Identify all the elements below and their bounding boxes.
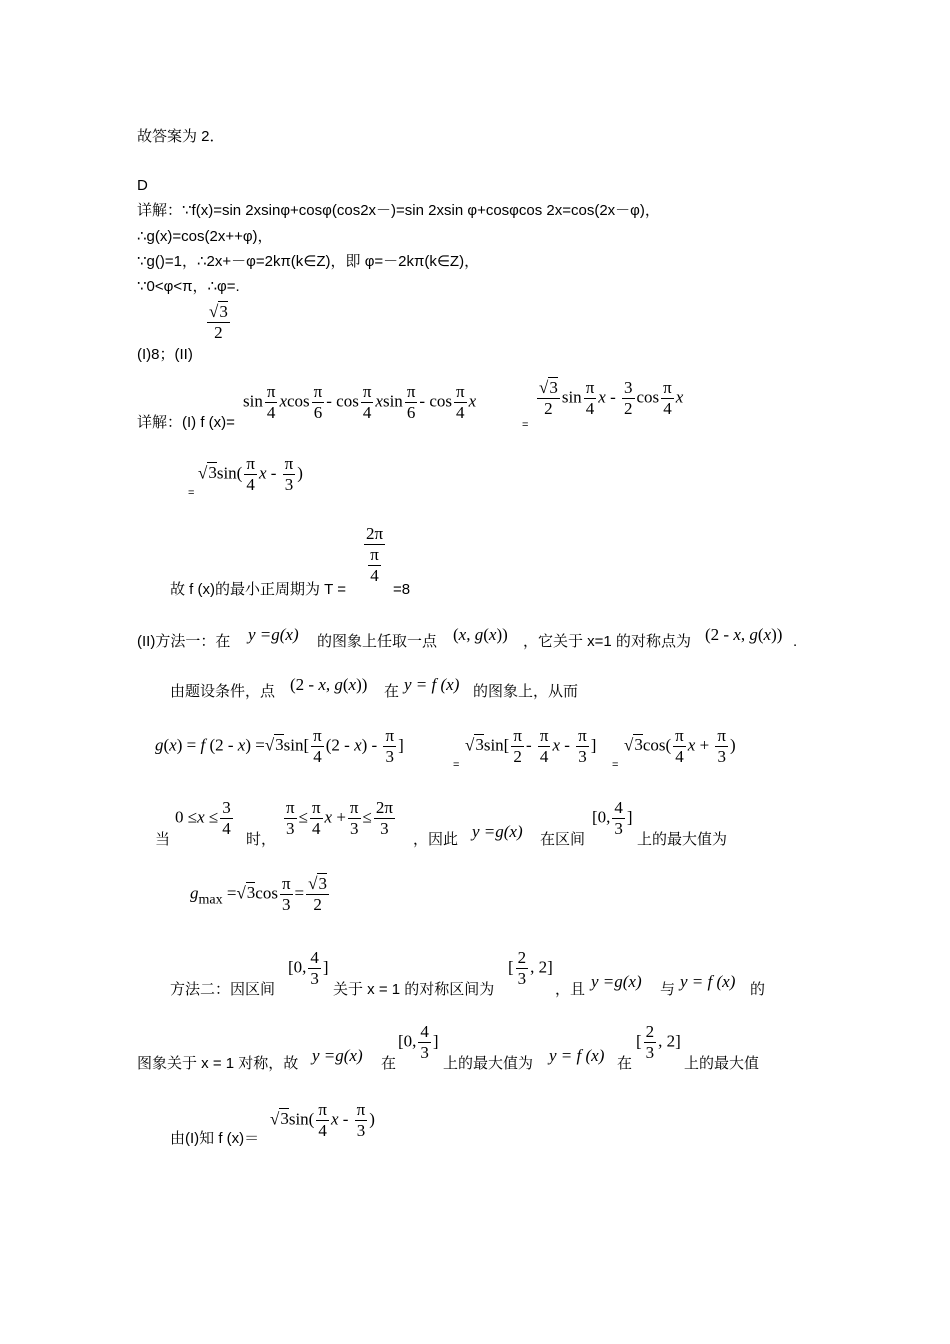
detail-line-2: ∴g(x)=cos(2x++φ)，: [137, 228, 273, 245]
y-eq-gx-4: y =g(x): [312, 1046, 363, 1065]
y-eq-gx: y =g(x): [248, 625, 299, 644]
method2-text-d: 与: [660, 981, 676, 998]
y-eq-fx: y = f (x): [404, 675, 460, 694]
method2-text-e: 的: [750, 981, 766, 998]
cond-text-c: 的图象上，从而: [473, 683, 579, 700]
max-label: 上的最大值为: [637, 831, 728, 848]
gx-derivation-3: √3cos( $\frac{\pi}{4}$ x + $\frac{\pi}{3}$ ): [624, 726, 736, 766]
equals-sign-3: =: [453, 759, 460, 771]
fx-simplified: $\frac{√3}{2}$ sin $\frac{\pi}{4}$ x - $\frac{3}{2}$ cos $\frac{\pi}{4}$ x: [539, 378, 684, 418]
detail-line-3: ∵g()=1，∴2x+－φ=2kπ(k∈Z)，即 φ=－2kπ(k∈Z)，: [137, 253, 480, 270]
cond-text-a: 由题设条件，点: [170, 683, 276, 700]
cond-text-b: 在: [384, 683, 400, 700]
y-eq-fx-3: y = f (x): [549, 1046, 605, 1065]
fx-expansion: sin $\frac{\pi}{4}$ xcos $\frac{\pi}{6}$ - cos $\frac{\pi}{4}$ xsin $\frac{\pi}{6}$ - cos $\frac{\pi}{4}$ x: [243, 382, 477, 422]
equals-sign-2: =: [188, 487, 195, 499]
answer-note: 故答案为 2．: [137, 128, 225, 145]
period-label: 故 f (x)的最小正周期为 T =: [170, 581, 346, 598]
sym-text-b: 在: [381, 1055, 397, 1072]
fx-final-form-2: √3sin( $\frac{\pi}{4}$ x - $\frac{\pi}{3}$ ): [270, 1100, 375, 1140]
interval-0-4-3-c: [0, $\frac{4}{3}$ ]: [398, 1022, 439, 1062]
y-eq-fx-2: y = f (x): [680, 972, 736, 991]
detail-line-4: ∵0<φ<π，∴φ=.: [137, 278, 240, 295]
sym-text-e: 上的最大值: [684, 1055, 760, 1072]
y-eq-gx-3: y =g(x): [591, 972, 642, 991]
sqrt3-over-2: $\frac{√3}{2}$: [209, 302, 228, 342]
equals-sign-4: =: [612, 759, 619, 771]
interval-0-4-3-b: [0, $\frac{4}{3}$ ]: [288, 948, 329, 988]
interval-label: 在区间: [540, 831, 586, 848]
interval-2-3-2-b: [ $\frac{2}{3}$ , 2]: [636, 1022, 681, 1062]
period-value: =8: [393, 581, 411, 598]
gx-derivation-2: √3sin[ $\frac{\pi}{2}$ - $\frac{\pi}{4}$ x - $\frac{\pi}{3}$ ]: [465, 726, 597, 766]
sym-point-2: (2 - x, g(x)): [290, 675, 368, 694]
sym-text-c: 上的最大值为: [443, 1055, 534, 1072]
angle-range: $\frac{\pi}{3}$ ≤ $\frac{\pi}{4}$ x + $\frac{\pi}{3}$ ≤ $\frac{2\pi}{3}$: [286, 798, 393, 838]
method2-text-c: ，且: [555, 981, 586, 998]
g-max-result: $g_{max} =√3\cos$ $\frac{\pi}{3}$ = $\frac{√3}{2}$: [190, 874, 327, 914]
hence-label: ，因此: [413, 831, 459, 848]
method1-text-c: ，它关于 x=1 的对称点为: [523, 633, 691, 650]
sym-text-d: 在: [617, 1055, 633, 1072]
equals-sign: =: [522, 419, 529, 431]
x-range: 0 ≤x ≤ $\frac{3}{4}$: [175, 798, 231, 838]
interval-0-4-3: [0, $\frac{4}{3}$ ]: [592, 798, 633, 838]
period-fraction: $\frac{2\pi}{\frac{\pi}{4}}$: [366, 524, 384, 585]
detail-i-label: 详解：(I) f (x)=: [137, 414, 235, 431]
part-answer-label: (I)8；(II): [137, 346, 193, 363]
gx-derivation-1: g(x) = f (2 - x) =√3sin[ $\frac{\pi}{4}$ (2 - x) - $\frac{\pi}{3}$ ]: [155, 726, 404, 766]
shi-label: 时，: [246, 831, 277, 848]
interval-2-3-2: [ $\frac{2}{3}$ , 2]: [508, 948, 553, 988]
detail-line-1: 详解：∵f(x)=sin 2xsinφ+cosφ(cos2x－)=sin 2xsin φ+cosφcos 2x=cos(2x－φ)，: [137, 202, 660, 219]
choice-label: D: [137, 177, 148, 194]
method1-intro: (II)方法一：在: [137, 633, 231, 650]
method2-text-b: 关于 x = 1 的对称区间为: [333, 981, 495, 998]
sym-text-a: 图象关于 x = 1 对称，故: [137, 1055, 299, 1072]
y-eq-gx-2: y =g(x): [472, 822, 523, 841]
method1-text-b: 的图象上任取一点: [317, 633, 438, 650]
point-x-gx: (x, g(x)): [453, 625, 508, 644]
from-i-label: 由(I)知 f (x)＝: [170, 1130, 260, 1147]
method2-intro: 方法二：因区间: [170, 981, 276, 998]
method1-period: .: [793, 633, 798, 650]
fx-final-form: √3sin( $\frac{\pi}{4}$ x - $\frac{\pi}{3}$ ): [198, 454, 303, 494]
when-label: 当: [155, 831, 171, 848]
sym-point: (2 - x, g(x)): [705, 625, 783, 644]
